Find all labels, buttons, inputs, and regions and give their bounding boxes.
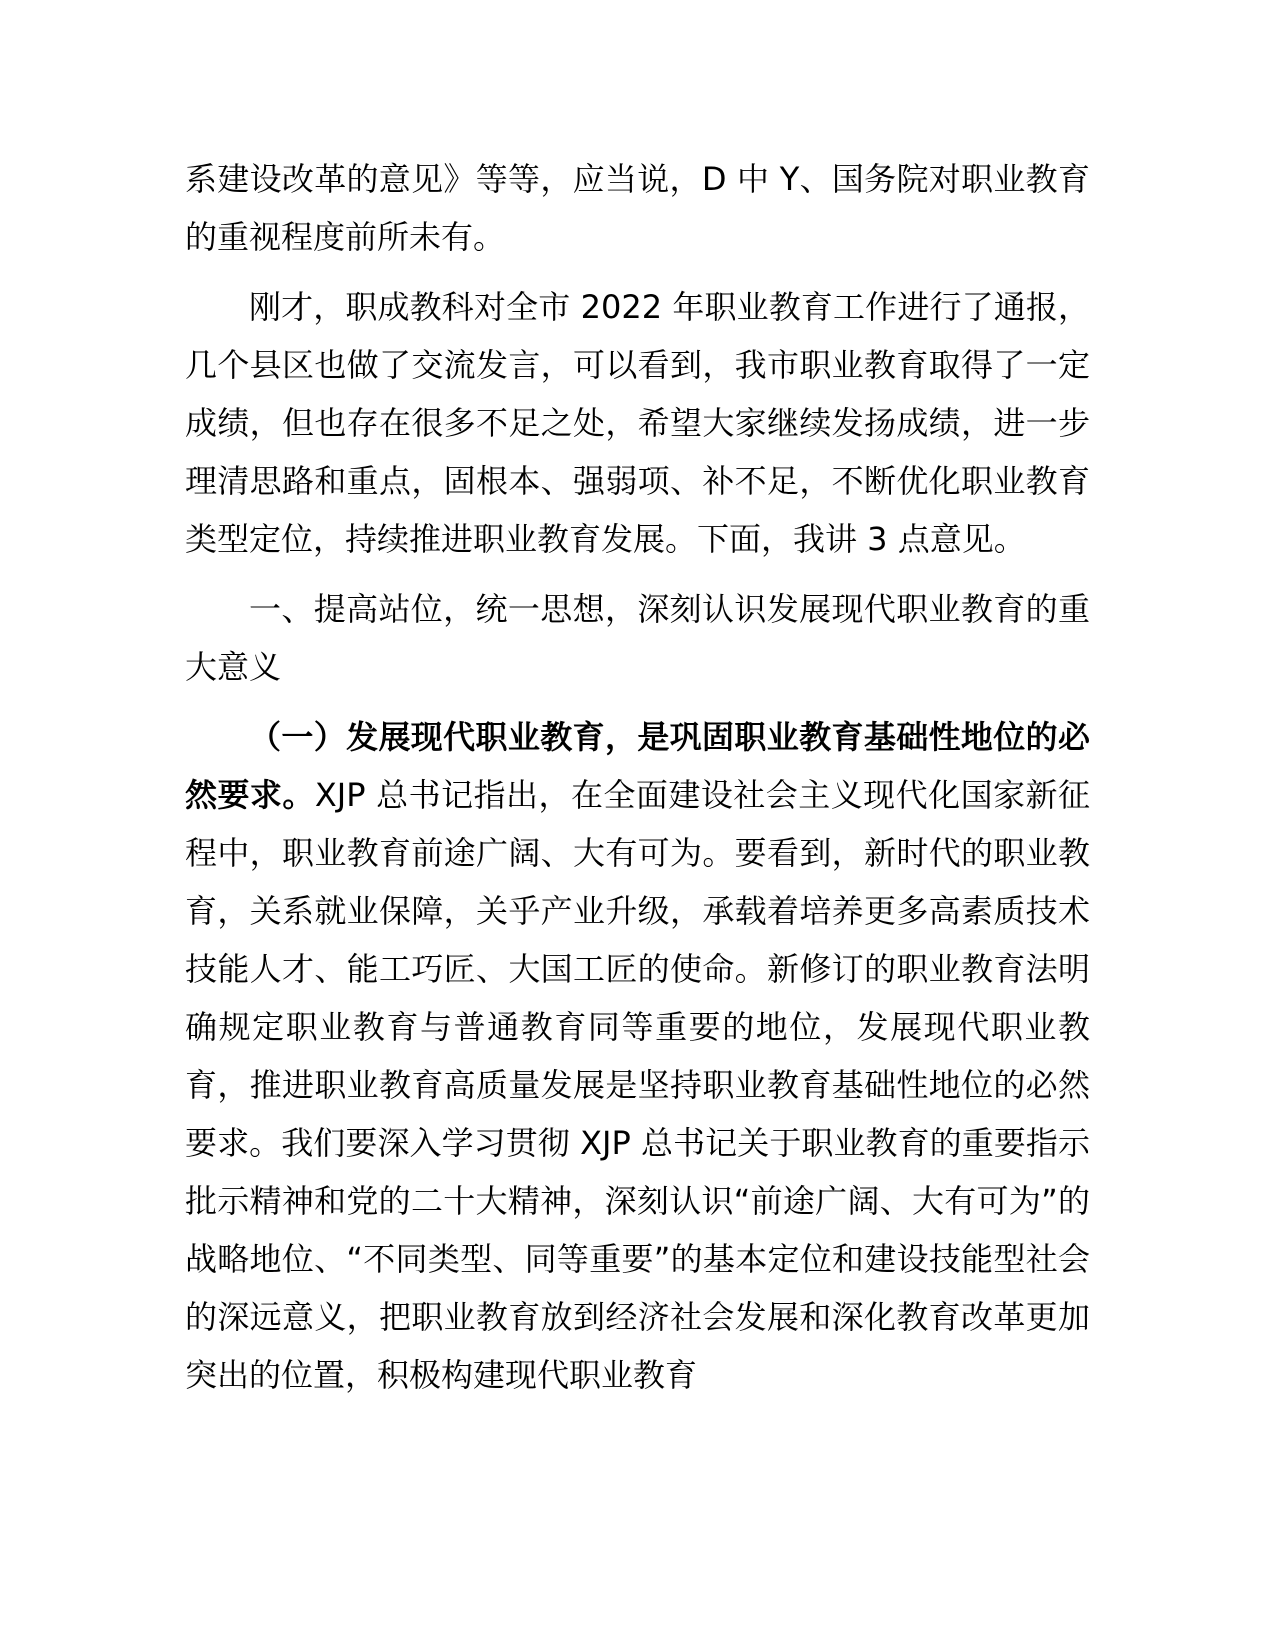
paragraph-report-summary: 刚才，职成教科对全市 2022 年职业教育工作进行了通报，几个县区也做了交流发言，可以看到，我市职业教育取得了一定成绩，但也存在很多不足之处，希望大家继续发扬成绩，进一步理清思路和重点，固根本、强弱项、补不足，不断优化职业教育类型定位，持续推进职业教育发展。下面，我讲 3 点意见。 (185, 288, 1090, 558)
subsection-body-text: XJP 总书记指出，在全面建设社会主义现代化国家新征程中，职业教育前途广阔、大有可为。要看到，新时代的职业教育，关系就业保障，关乎产业升级，承载着培养更多高素质技术技能人才、能工巧匠、大国工匠的使命。新修订的职业教育法明确规定职业教育与普通教育同等重要的地位，发展现代职业教育，推进职业教育高质量发展是坚持职业教育基础性地位的必然要求。我们要深入学习贯彻 XJP 总书记关于职业教育的重要指示批示精神和党的二十大精神，深刻认识“前途广阔、大有可为”的战略地位、“不同类型、同等重要”的基本定位和建设技能型社会的深远意义，把职业教育放到经济社会发展和深化教育改革更加突出的位置，积极构建现代职业教育 (185, 776, 1090, 1394)
paragraph-subsection-1 (185, 708, 1090, 1404)
section-heading-1: 一、提高站位，统一思想，深刻认识发展现代职业教育的重大意义 (185, 590, 1090, 686)
subsection-lead-sentence: （一）发展现代职业教育，是巩固职业教育基础性地位的必然要求。 (185, 718, 1090, 814)
document-body (185, 150, 1090, 1416)
paragraph-continuation: 系建设改革的意见》等等，应当说，D 中 Y、国务院对职业教育的重视程度前所未有。 (185, 160, 1090, 256)
